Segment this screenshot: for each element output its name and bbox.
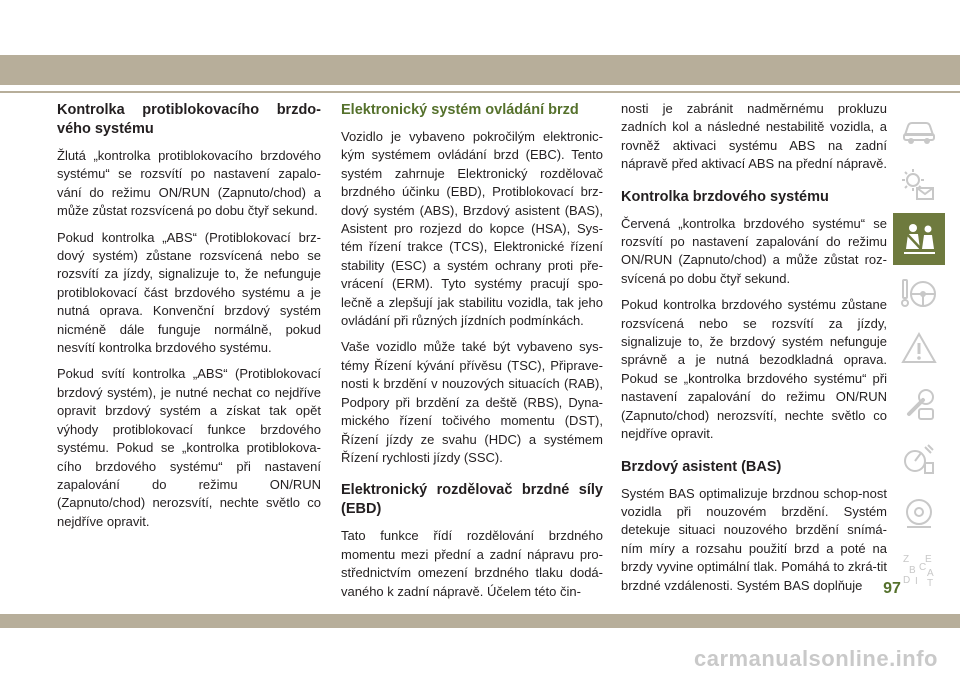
section-heading-bas: Brzdový asistent (BAS) — [621, 458, 782, 475]
header-band — [0, 55, 960, 85]
index-letter: D — [903, 575, 911, 586]
chapter-tab-safety[interactable] — [893, 213, 945, 265]
section-heading-ebd: Elektronický rozdělovač brzdné síly (EBD) — [341, 482, 603, 518]
paragraph: Pokud svítí kontrolka „ABS“ (Protiblokovací brzdový systém), je nutné nechat co nejdříve opravit brzdový systém a získat tak opět výhody protiblokovací funkce brzdového systému. Pokud se „kontrolka protiblokova-cího brzdového systému“ při nastavení zapalování do režimu ON/RUN (Zapnuto/chod) nerozsvítí, nechte světlo co nejdříve opravit. — [57, 366, 321, 529]
index-letter: E — [925, 554, 932, 565]
chapter-tab-multimedia[interactable] — [893, 488, 945, 540]
paragraph: Tato funkce řídí rozdělování brzdného momentu mezi přední a zadní nápravu pro-střednictvím omezení brzdného tlaku dodá-vaného k zadní nápravě. Účelem této čin- — [341, 528, 603, 599]
index-letter: Z — [903, 554, 910, 565]
specifications-icon — [899, 439, 939, 479]
paragraph: Vozidlo je vybaveno pokročilým elektronic-kým systémem ovládání brzd (EBC). Tento systém zahrnuje Elektronický rozdělovač brzdného účinku (EBD), Protiblokovací brz-dový systém (ABS), Brzdový asistent (BAS), Asistent pro rozjezd do kopce (HSA), Sys-tém řízení trakce (TCS), Elektronické řízení stability (ESC) a systém ochrany proti pře-vrácení (ERM). Tyto systémy pracují spo-lečně a zlepšují jak stabilitu vozidla, tak jeho ovládání při různých jízdních podmínkách. — [341, 129, 603, 329]
column-left — [57, 100, 321, 539]
dashboard-lights-icon — [899, 164, 939, 204]
service-wrench-icon — [899, 384, 939, 424]
index-letter: T — [927, 578, 934, 589]
section-heading-abs-warning: Kontrolka protiblokovacího brzdo-vého systému — [57, 102, 321, 137]
paragraph: nosti je zabránit nadměrnému prokluzu zadních kol a následné nestabilitě vozidla, a rovněž aktivaci systému ABS na zadní nápravě před aktivací ABS na přední nápravě. — [621, 101, 887, 172]
starting-driving-icon — [899, 274, 939, 314]
seatbelt-airbag-icon — [899, 219, 939, 259]
chapter-tab-dashboard[interactable] — [893, 158, 945, 210]
index-letter: C — [919, 562, 927, 573]
warning-triangle-icon — [899, 329, 939, 369]
index-letter: A — [927, 568, 934, 579]
column-right — [621, 100, 887, 603]
chapter-tab-driving[interactable] — [893, 268, 945, 320]
column-middle — [341, 100, 603, 609]
chapter-tab-service[interactable] — [893, 378, 945, 430]
header-divider — [0, 91, 960, 93]
paragraph: Pokud kontrolka „ABS“ (Protiblokovací brz-dový systém) zůstane rozsvícená nebo se rozsvítí za jízdy, signalizuje to, že nefunguje protiblokovací část brzdového systému a je nutná oprava. Konvenční brzdový systém nicméně dále funguje normálně, pokud nesvítí kontrolka brzdového systému. — [57, 229, 321, 356]
paragraph: Červená „kontrolka brzdového systému“ se rozsvítí po nastavení zapalování do režimu ON/RUN (Zapnuto/chod) a může zůstat roz-svícená po dobu čtyř sekund. — [621, 215, 887, 286]
chapter-tab-emergency[interactable] — [893, 323, 945, 375]
section-heading-brake-warning: Kontrolka brzdového systému — [621, 188, 829, 205]
index-letter: B — [909, 565, 916, 576]
index-letter: I — [915, 576, 918, 587]
footer-band — [0, 614, 960, 628]
watermark: carmanualsonline.info — [694, 646, 938, 671]
page-number: 97 — [883, 580, 901, 597]
chapter-tab-vehicle[interactable] — [893, 103, 945, 155]
car-icon — [899, 109, 939, 149]
paragraph: Žlutá „kontrolka protiblokovacího brzdového systému“ se rozsvítí po nastavení zapalo-vání do režimu ON/RUN (Zapnuto/chod) a může zůstat rozsvícená po dobu čtyř sekund. — [57, 148, 321, 219]
chapter-tab-specifications[interactable] — [893, 433, 945, 485]
paragraph: Systém BAS optimalizuje brzdnou schop-nost vozidla při nouzovém brzdění. Systém detekuje situaci nouzového brzdění snímá-ním míry a rozsahu použití brzd a poté na brzdy vyvine optimální tlak. Pomáhá to zkrá-tit brzdné vzdálenosti. Systém BAS doplňuje — [621, 485, 887, 593]
multimedia-icon — [899, 494, 939, 534]
chapter-tabs — [893, 103, 945, 598]
paragraph: Vaše vozidlo může také být vybaveno sys-témy Řízení kývání přívěsu (TSC), Připrave-nosti k brzdění v nouzových situacích (RAB), Podpory při brzdění za deště (RBS), Dyna-mického řízení točivého momentu (DST), Řízení jízdy ze svahu (HDC) a systémem Řízení rychlosti jízdy (SSC). — [341, 339, 603, 465]
paragraph: Pokud kontrolka brzdového systému zůstane rozsvícená nebo se rozsvítí za jízdy, signalizuje to, že brzdový systém nefunguje správně a je nutná bezodkladná oprava. Pokud se „kontrolka brzdového systému“ při nastavení zapalování do režimu ON/RUN (Zapnuto/chod) nerozsvítí, nechte světlo co nejdříve opravit. — [621, 297, 887, 442]
section-heading-ebc: Elektronický systém ovládání brzd — [341, 102, 579, 118]
